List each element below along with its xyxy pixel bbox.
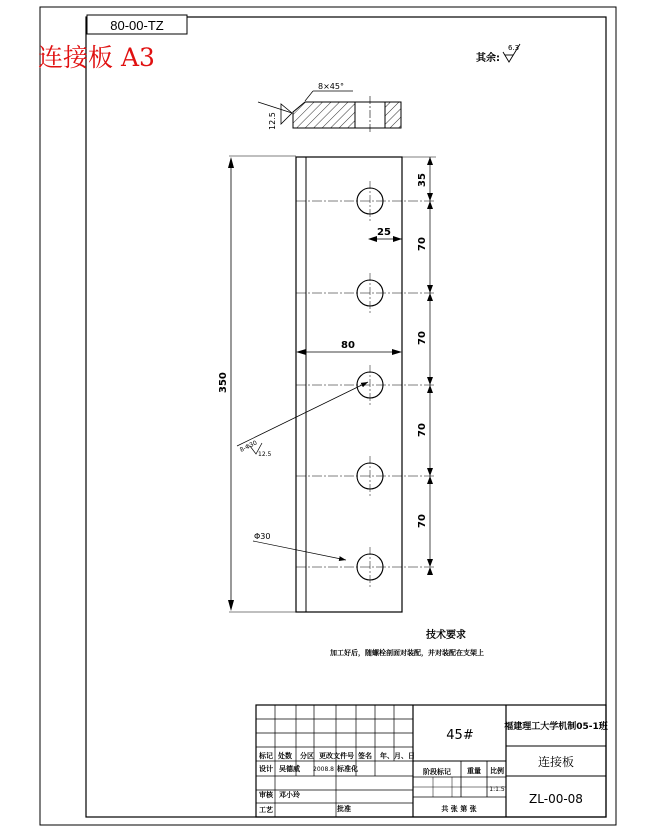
approve-label: 批准	[337, 805, 351, 813]
change-header-1: 处数	[278, 752, 292, 760]
chain-arrow-down-3	[427, 385, 433, 393]
chain-arrow-down-5	[427, 567, 433, 575]
scale-label: 比例	[490, 767, 504, 775]
section-view	[258, 82, 401, 134]
chain-arrow-up-2	[427, 285, 433, 293]
plate-view	[218, 156, 436, 612]
chamfer-leader	[305, 91, 313, 101]
holes-group	[296, 181, 436, 587]
bore-label: 8-Φ30	[238, 439, 259, 454]
part-name-label: 连接板	[537, 755, 575, 769]
audit-label: 审核	[259, 791, 273, 799]
drawing-number-label: ZL-00-08	[529, 792, 583, 806]
surface-finish-value: 6.3	[508, 44, 520, 52]
outer-border	[40, 7, 616, 825]
tech-req-title: 技术要求	[426, 630, 466, 641]
material-label: 45#	[446, 728, 474, 743]
dim-spacing-3: 70	[417, 423, 428, 437]
chain-arrow-down-2	[427, 293, 433, 301]
dim-first-offset: 35	[417, 173, 428, 187]
change-header-4: 签名	[358, 752, 372, 760]
width-dim-label: 80	[341, 340, 355, 351]
auditor-name: 邓小玲	[279, 791, 300, 799]
chain-arrow-down-4	[427, 476, 433, 484]
tech-req-text: 加工好后，随螺栓剖面对装配，并对装配在支架上	[330, 649, 484, 657]
change-header-5: 年、月、日	[380, 752, 415, 760]
weight-label: 重量	[467, 767, 481, 775]
change-header-3: 更改文件号	[319, 752, 354, 760]
drawing-code-text: 80-00-TZ	[110, 18, 164, 33]
scale-value: 1:1.5	[489, 786, 505, 793]
chain-arrow-up-3	[427, 377, 433, 385]
change-record-grid	[256, 705, 413, 817]
sheets-label: 共 张 第 张	[441, 805, 477, 813]
process-label: 工艺	[259, 806, 273, 814]
standardize-label: 标准化	[337, 765, 358, 773]
diameter-label: Φ30	[254, 532, 271, 541]
red-title: 连接板 A3	[38, 43, 155, 72]
plate-outline	[296, 157, 402, 612]
chain-arrow-up-1	[427, 193, 433, 201]
section-hatch-left	[293, 102, 355, 128]
offset-25-dim-label: 25	[377, 227, 391, 238]
section-roughness-value: 12.5	[268, 112, 277, 130]
change-record-headers	[258, 751, 415, 760]
design-date: 2008.8	[313, 766, 334, 773]
dim-spacing-2: 70	[417, 331, 428, 345]
change-header-2: 分区	[300, 752, 314, 760]
bore-roughness-value: 12.5	[258, 451, 272, 458]
chain-arrow-up-4	[427, 468, 433, 476]
design-label: 设计	[259, 765, 273, 773]
chain-arrow-down-1	[427, 201, 433, 209]
dim-spacing-1: 70	[417, 237, 428, 251]
change-header-0: 标记	[259, 752, 273, 760]
chain-arrow-down-0	[427, 157, 433, 165]
chain-arrow-up-5	[427, 559, 433, 567]
diameter-leader	[253, 541, 346, 560]
designer-name: 吴德威	[279, 765, 300, 773]
dim-spacing-4: 70	[417, 514, 428, 528]
stage-label: 阶段标记	[423, 768, 451, 776]
school-label: 福建理工大学机制05-1班	[504, 722, 608, 732]
section-hatch-right	[385, 102, 401, 128]
bore-leader	[237, 382, 368, 446]
surface-finish-label: 其余:	[476, 53, 500, 64]
length-dim-label: 350	[218, 372, 229, 393]
inner-frame	[86, 17, 606, 817]
chamfer-label: 8×45°	[318, 82, 344, 91]
